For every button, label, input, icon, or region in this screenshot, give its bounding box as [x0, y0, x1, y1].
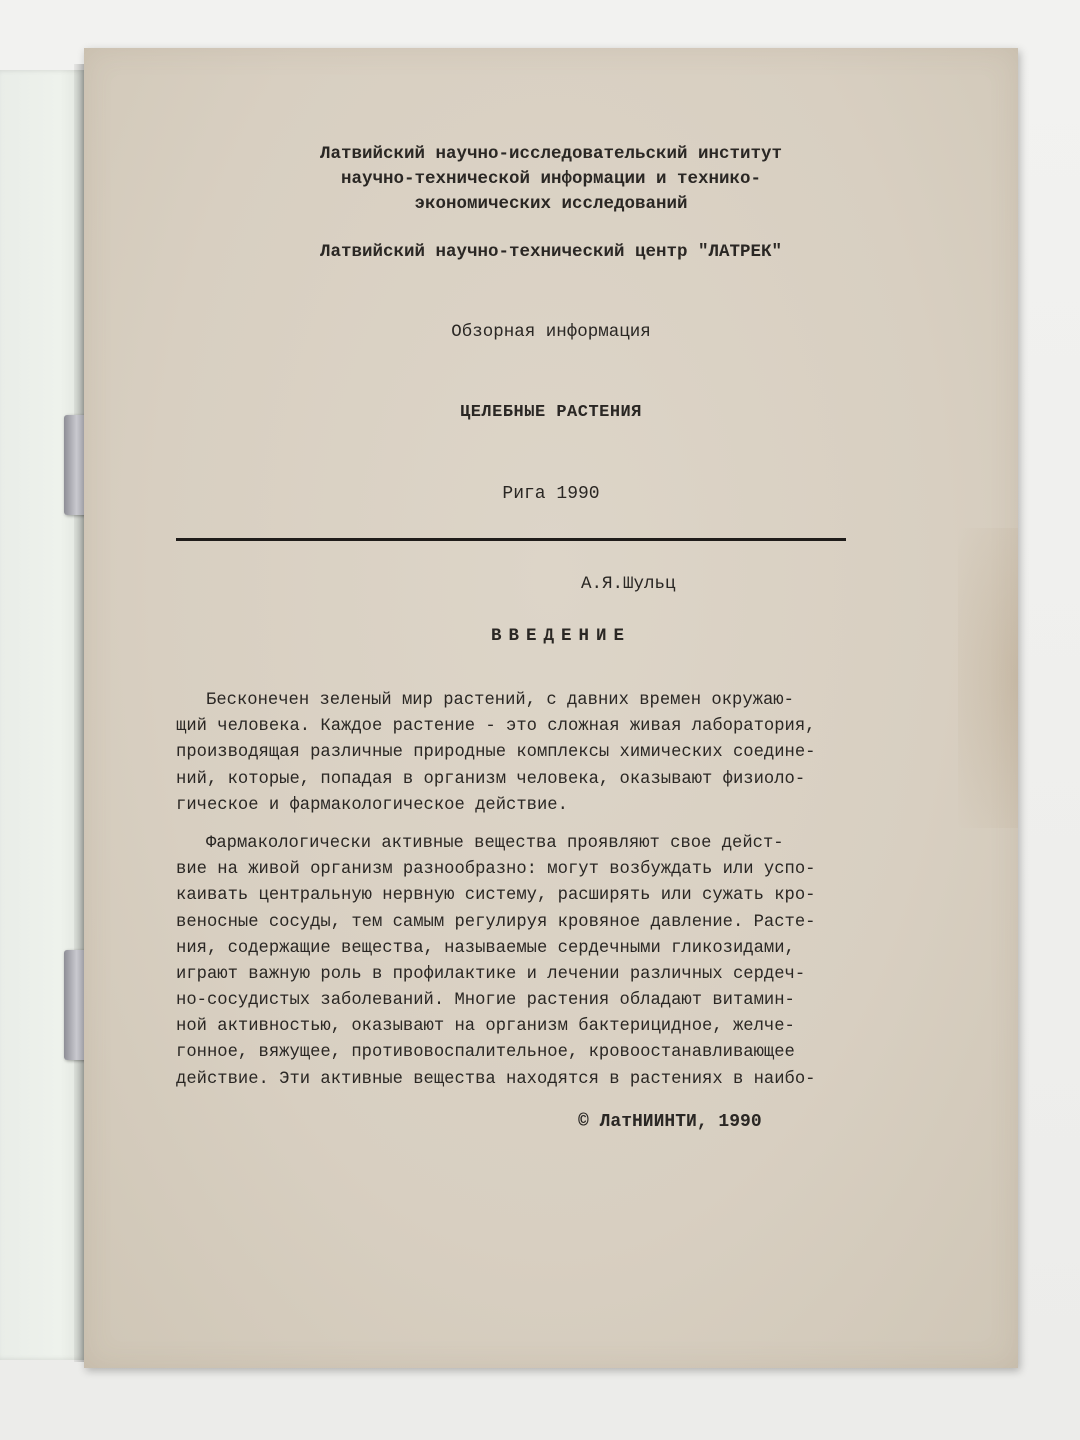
institute-line: Латвийский научно-исследовательский институт	[319, 144, 783, 164]
paper-stain	[958, 528, 1018, 828]
intro-heading: ВВЕДЕНИЕ	[490, 626, 631, 646]
text-line: веносные сосуды, тем самым регулируя кровяное давление. Расте-	[176, 912, 816, 932]
document-page	[84, 48, 1018, 1368]
center-name: Латвийский научно-технический центр "ЛАТРЕК"	[319, 242, 783, 262]
text-line: ной активностью, оказывают на организм бактерицидное, желче-	[176, 1017, 795, 1037]
text-line: но-сосудистых заболеваний. Многие растения обладают витамин-	[176, 991, 795, 1011]
body-text	[176, 688, 866, 1093]
institute-line: экономических исследований	[414, 194, 688, 214]
horizontal-rule	[176, 538, 846, 541]
text-line: гонное, вяжущее, противовоспалительное, кровоостанавливающее	[176, 1043, 795, 1063]
text-line: действие. Эти активные вещества находятся в растениях в наибо-	[176, 1069, 816, 1089]
institute-line: научно-технической информации и технико-	[340, 169, 762, 189]
city-year: Рига 1990	[502, 484, 600, 504]
review-type: Обзорная информация	[451, 322, 651, 342]
text-line: ния, содержащие вещества, называемые сердечными гликозидами,	[176, 938, 795, 958]
document-title: ЦЕЛЕБНЫЕ РАСТЕНИЯ	[460, 403, 642, 422]
text-line: Бесконечен зеленый мир растений, с давних времен окружаю-	[206, 691, 794, 710]
text-line: каивать центральную нервную систему, расширять или сужать кро-	[176, 886, 816, 906]
copyright-notice: © ЛатНИИНТИ, 1990	[578, 1112, 762, 1132]
author-name: А.Я.Шульц	[581, 574, 676, 594]
text-line: играют важную роль в профилактике и лечении различных сердеч-	[176, 964, 806, 984]
text-line: Фармакологически активные вещества проявляют свое дейст-	[206, 833, 784, 853]
text-line: производящая различные природные комплексы химических соедине-	[176, 743, 816, 763]
text-line: ний, которые, попадая в организм человека, оказывают физиоло-	[176, 769, 806, 789]
text-line: щий человека. Каждое растение - это сложная живая лаборатория,	[176, 717, 816, 737]
text-line: вие на живой организм разнообразно: могут возбуждать или успо-	[176, 860, 816, 880]
institute-name	[84, 142, 1018, 217]
text-line: гическое и фармакологическое действие.	[176, 795, 568, 815]
paragraph-gap	[176, 819, 866, 831]
